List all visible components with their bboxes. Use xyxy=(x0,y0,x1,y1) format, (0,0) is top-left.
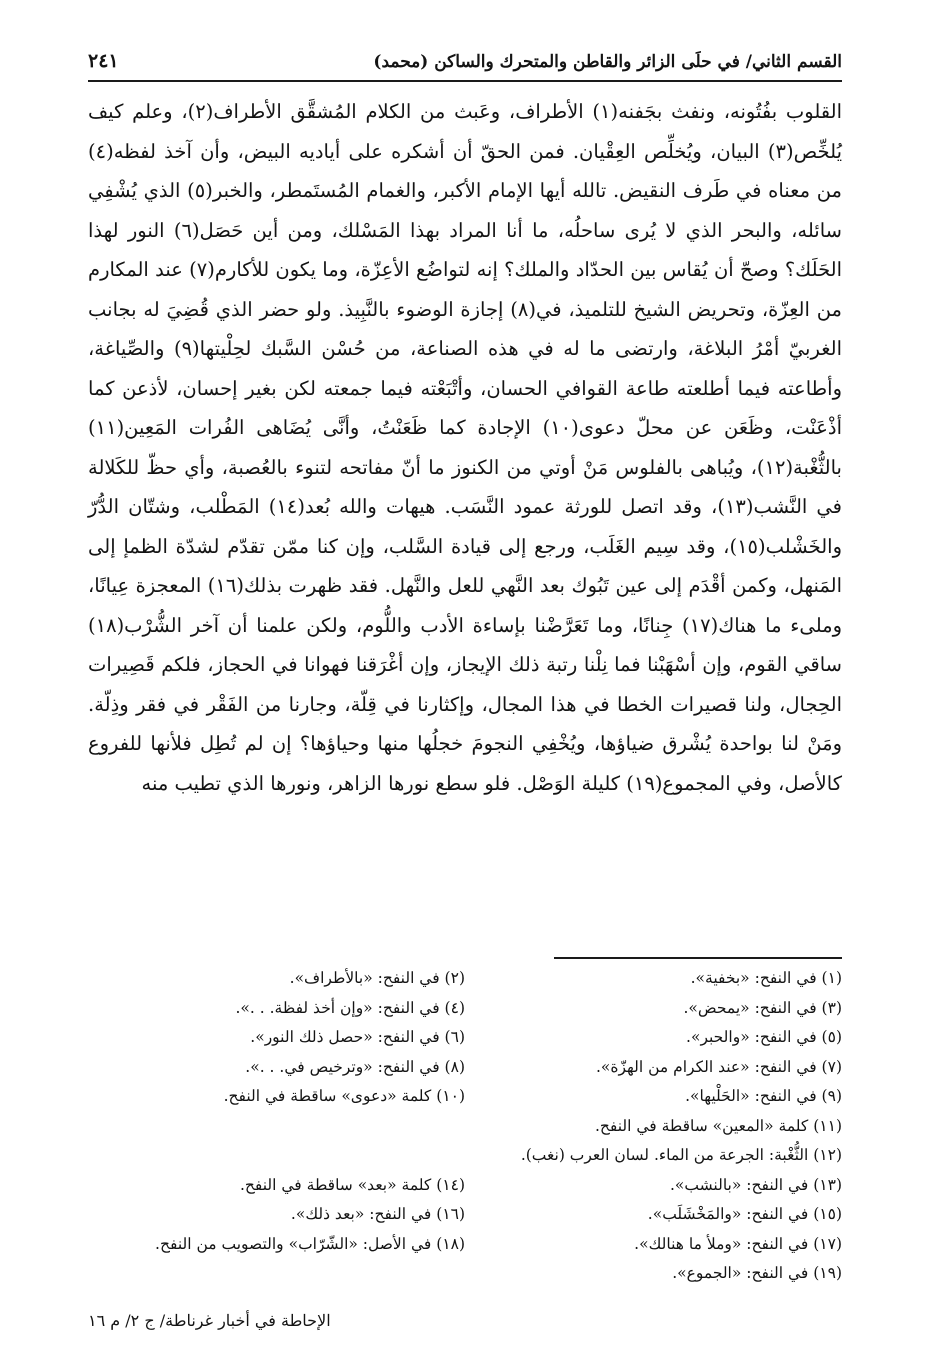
page-number: ٢٤١ xyxy=(88,50,119,72)
footnote-15: (١٥) في النفح: «والمَخْشَلَب». xyxy=(647,1205,842,1223)
footnote-2: (٢) في النفح: «بالأطراف». xyxy=(289,969,465,987)
footnote-11: (١١) كلمة «المعين» ساقطة في النفح. xyxy=(594,1116,842,1135)
footnote-19: (١٩) في النفح: «الجموع». xyxy=(672,1264,842,1282)
footnote-13: (١٣) في النفح: «بالنشب». xyxy=(669,1175,842,1194)
footnote-6: (٦) في النفح: «حصل ذلك النور». xyxy=(250,1028,465,1046)
footnote-4: (٤) في النفح: «وإن أخذ لفظة. . .». xyxy=(235,998,465,1017)
footnote-18: (١٨) في الأصل: «الشّرّاب» والتصويب من النفح. xyxy=(155,1234,465,1253)
footnote-10: (١٠) كلمة «دعوى» ساقطة في النفح. xyxy=(223,1087,465,1105)
footnote-16: (١٦) في النفح: «بعد ذلك». xyxy=(290,1205,465,1223)
footnote-separator xyxy=(554,957,842,959)
footnote-14: (١٤) كلمة «بعد» ساقطة في النفح. xyxy=(239,1175,465,1194)
footnote-3: (٣) في النفح: «يمحض». xyxy=(683,998,842,1017)
footnote-row xyxy=(88,1230,842,1260)
main-text xyxy=(88,92,842,803)
header-title: القسم الثاني/ في حلَى الزائر والقاطن والمتحرك والساكن (محمد) xyxy=(373,52,842,72)
footnote-9: (٩) في النفح: «الحَلْيها». xyxy=(685,1087,842,1105)
body-paragraph: القلوب بفُتُونه، ونفث بجَفنه(١) الأطراف، وعَبث من الكلام المُشقَّق الأطراف(٢)، وعلم كيف يُلخِّص(٣) البيان، ويُخلِّص العِقْيان. فمن الحقّ أن أشكره على أياديه البيض، وأن آخذ لفظه(٤) من معناه في طَرف النقيض. تالله أيها الإمام الأكبر، والغمام المُستَمطر، والخبر(٥) الذي يُشْفِي سائله، والبحر الذي لا يُرى ساحلُه، ما أنا المراد بهذا المَسْلك، ومن أين حَصَل(٦) النور لهذا الحَلَك؟ وصحّ أن يُقاس بين الحدّاد والملك؟ إنه لتواضُع الأعِزّة، وما يكون للأكارم(٧) عند المكارم من العِزّة، وتحريض الشيخ للتلميذ، في(٨) إجازة الوضوء بالنَّبِيذ. ولو حضر الذي قُضِيَ له بجانب الغربيّ أمْرُ البلاغة، وارتضى ما له في هذه الصناعة، من حُسْن السَّبك لحِلْيتها(٩) والصِّياغة، وأطاعته فيما أطلعته طاعة القوافي الحسان، وأتْبَعْته فيما جمعته لكن بغير إحسان، لأذعن كما أذْعَنْت، وظَعَن عن محلّ دعوى(١٠) الإجادة كما ظَعَنْتُ، وأنَّى يُضَاهى الفُرات المَعِين(١١) بالثُّغْبة(١٢)، ويُباهى بالفلوس مَنْ أوتي من الكنوز ما أنّ مفاتحه لتنوء بالعُصبة، وأي حظّ للكَلالة في النَّشب(١٣)، وقد اتصل للورثة عمود النَّسَب. هيهات والله بُعد(١٤) المَطْلب، وشتّان الدُّرّ والخَشْلب(١٥)، وقد سِيم الغَلَب، ورجع إلى قيادة السَّلب، وإن كنا ممّن تقدّم لشدّة الظمإ إلى المَنهل، وكمن أقْدَم إلى عين تَبُوك بعد النَّهي للعل والنَّهل. فقد ظهرت بذلك(١٦) المعجزة عِيانًا، وملىء ما هناك(١٧) جِنانًا، وما تَعَرَّضْنا بإساءة الأدب واللُّوم، ولكن علمنا أن آخر الشُّرْب(١٨) ساقي القوم، وإن أسْهَبْنا فما نِلْنا رتبة ذلك الإيجاز، وإن أغْرَقنا فهوانا في الحجاز، فلكم قَصِيرات الحِجال، ولنا قصيرات الخطا في هذا المجال، وإكثارنا في قِلّة، وجارنا من الفَقْر في فقر وذِلّة. ومَنْ لنا بواحدة يُشْرق ضياؤها، ويُخْفِي النجومَ خجلُها منها وحياؤها؟ إن لم تُطِل فلأنها للفروع كالأصل، وفي المجموع(١٩) كليلة الوَصْل. فلو سطع نورها الزاهر، ونورها الذي تطيب منه xyxy=(88,100,843,795)
footnote-8: (٨) في النفح: «وترخيص في. . .». xyxy=(245,1057,465,1076)
footnote-5: (٥) في النفح: «والحبر». xyxy=(686,1028,842,1046)
footnote-row xyxy=(88,1082,842,1112)
footnote-row xyxy=(88,1200,842,1230)
footnote-row xyxy=(88,1171,842,1201)
running-header xyxy=(88,38,842,82)
footnote-1: (١) في النفح: «بخفية». xyxy=(690,969,842,987)
footnote-7: (٧) في النفح: «عند الكرام من الهزّة». xyxy=(595,1057,842,1076)
footnote-row xyxy=(88,1023,842,1053)
footnote-12: (١٢) الثُّغْبة: الجرعة من الماء. لسان العرب (نغب). xyxy=(520,1146,842,1164)
footnote-17: (١٧) في النفح: «وملأ ما هنالك». xyxy=(634,1234,842,1253)
footnote-row xyxy=(88,1053,842,1083)
running-footer: الإحاطة في أخبار غرناطة/ ج ٢/ م ١٦ xyxy=(88,1311,331,1330)
footnote-row xyxy=(88,964,842,994)
footnote-row xyxy=(88,994,842,1024)
footnotes xyxy=(88,964,842,1289)
